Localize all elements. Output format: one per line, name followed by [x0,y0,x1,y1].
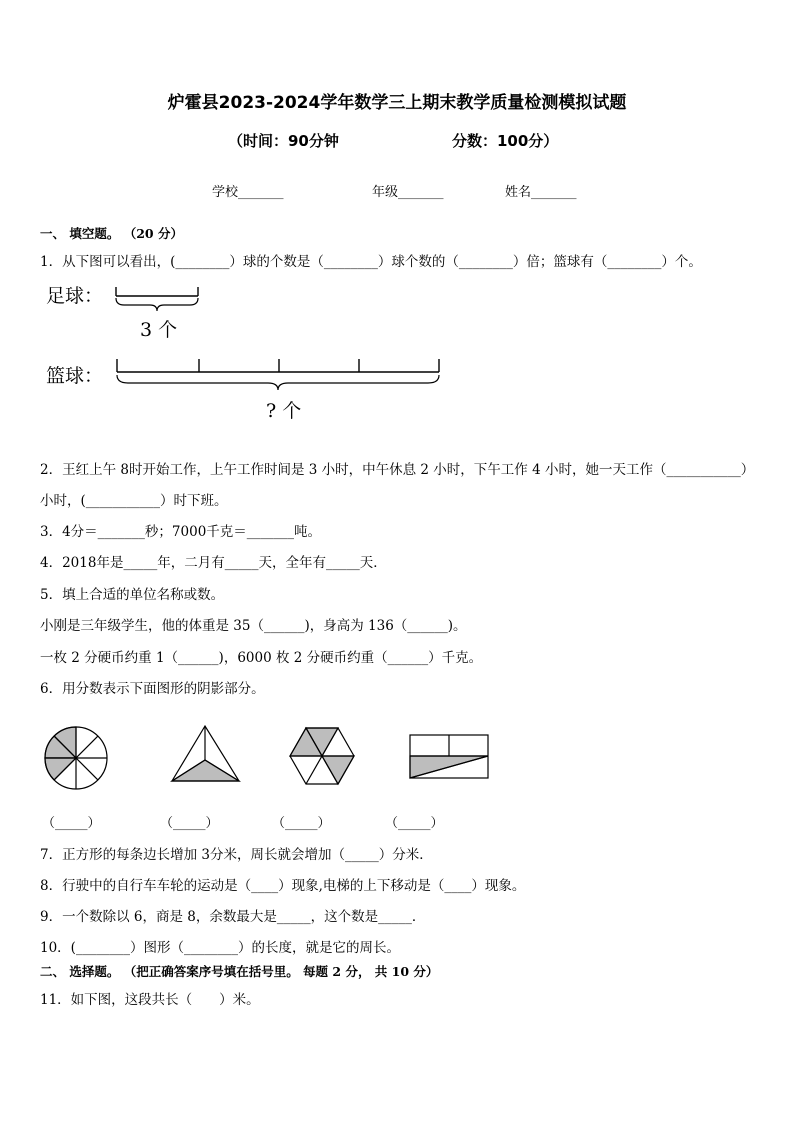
circle-shaded-sector [45,758,76,780]
question-5-line-2: 一枚 2 分硬币约重 1（______)，6000 枚 2 分硬币约重（______）千克。 [40,650,483,666]
exam-score: 分数：100分） [452,132,559,150]
q6-answer-blank[interactable]: （_____） [385,816,444,831]
name-field: 姓名_______ [505,185,577,200]
football-count: 3 个 [140,319,178,341]
q6-answer-blank[interactable]: （_____） [272,816,331,831]
q6-answer-blank[interactable]: （_____） [160,816,219,831]
question-5-line-1: 小刚是三年级学生，他的体重是 35（______)，身高为 136（______)。 [40,618,467,634]
basketball-count: ? 个 [266,400,302,422]
question-2-line-2: 小时，(___________）时下班。 [40,493,228,509]
school-field: 学校_______ [212,185,284,200]
question-6: 6．用分数表示下面图形的阴影部分。 [40,681,265,697]
q6-answer-blank[interactable]: （_____） [42,816,101,831]
basketball-label: 篮球： [46,365,104,387]
question-5: 5．填上合适的单位名称或数。 [40,587,225,603]
question-11: 11．如下图，这段共长（ ）米。 [40,992,260,1008]
q6-circle-figure [45,727,107,789]
section-2-heading: 二、 选择题。 （把正确答案序号填在括号里。 每题 2 分， 共 10 分） [40,964,439,979]
question-2-line-1: 2．王红上午 8时开始工作，上午工作时间是 3 小时，中午休息 2 小时，下午工作 4 小时，她一天工作（___________） [40,462,755,478]
football-label: 足球： [46,285,104,307]
question-1: 1．从下图可以看出，(________）球的个数是（________）球个数的（________）倍；篮球有（________）个。 [40,254,702,270]
question-8: 8．行驶中的自行车车轮的运动是（____）现象,电梯的上下移动是（____）现象。 [40,878,526,894]
q6-hexagon-figure [290,728,354,784]
question-3: 3．4分＝_______秒；7000千克＝_______吨。 [40,524,322,540]
question-10: 10．(________）图形（________）的长度，就是它的周长。 [40,940,400,956]
question-4: 4．2018年是_____年，二月有_____天，全年有_____天． [40,555,387,571]
question-7: 7．正方形的每条边长增加 3分米，周长就会增加（_____）分米． [40,847,433,863]
question-9: 9．一个数除以 6，商是 8，余数最大是_____，这个数是_____． [40,909,426,925]
section-1-heading: 一、 填空题。 （20 分） [40,226,183,241]
q6-rectangle-figure [410,735,488,778]
page-title: 炉霍县2023-2024学年数学三上期末教学质量检测模拟试题 [167,93,627,113]
grade-field: 年级_______ [372,185,444,200]
q6-triangle-figure [172,726,239,781]
exam-time: （时间：90分钟 [228,132,339,150]
hexagon-shaded-part [322,756,354,784]
